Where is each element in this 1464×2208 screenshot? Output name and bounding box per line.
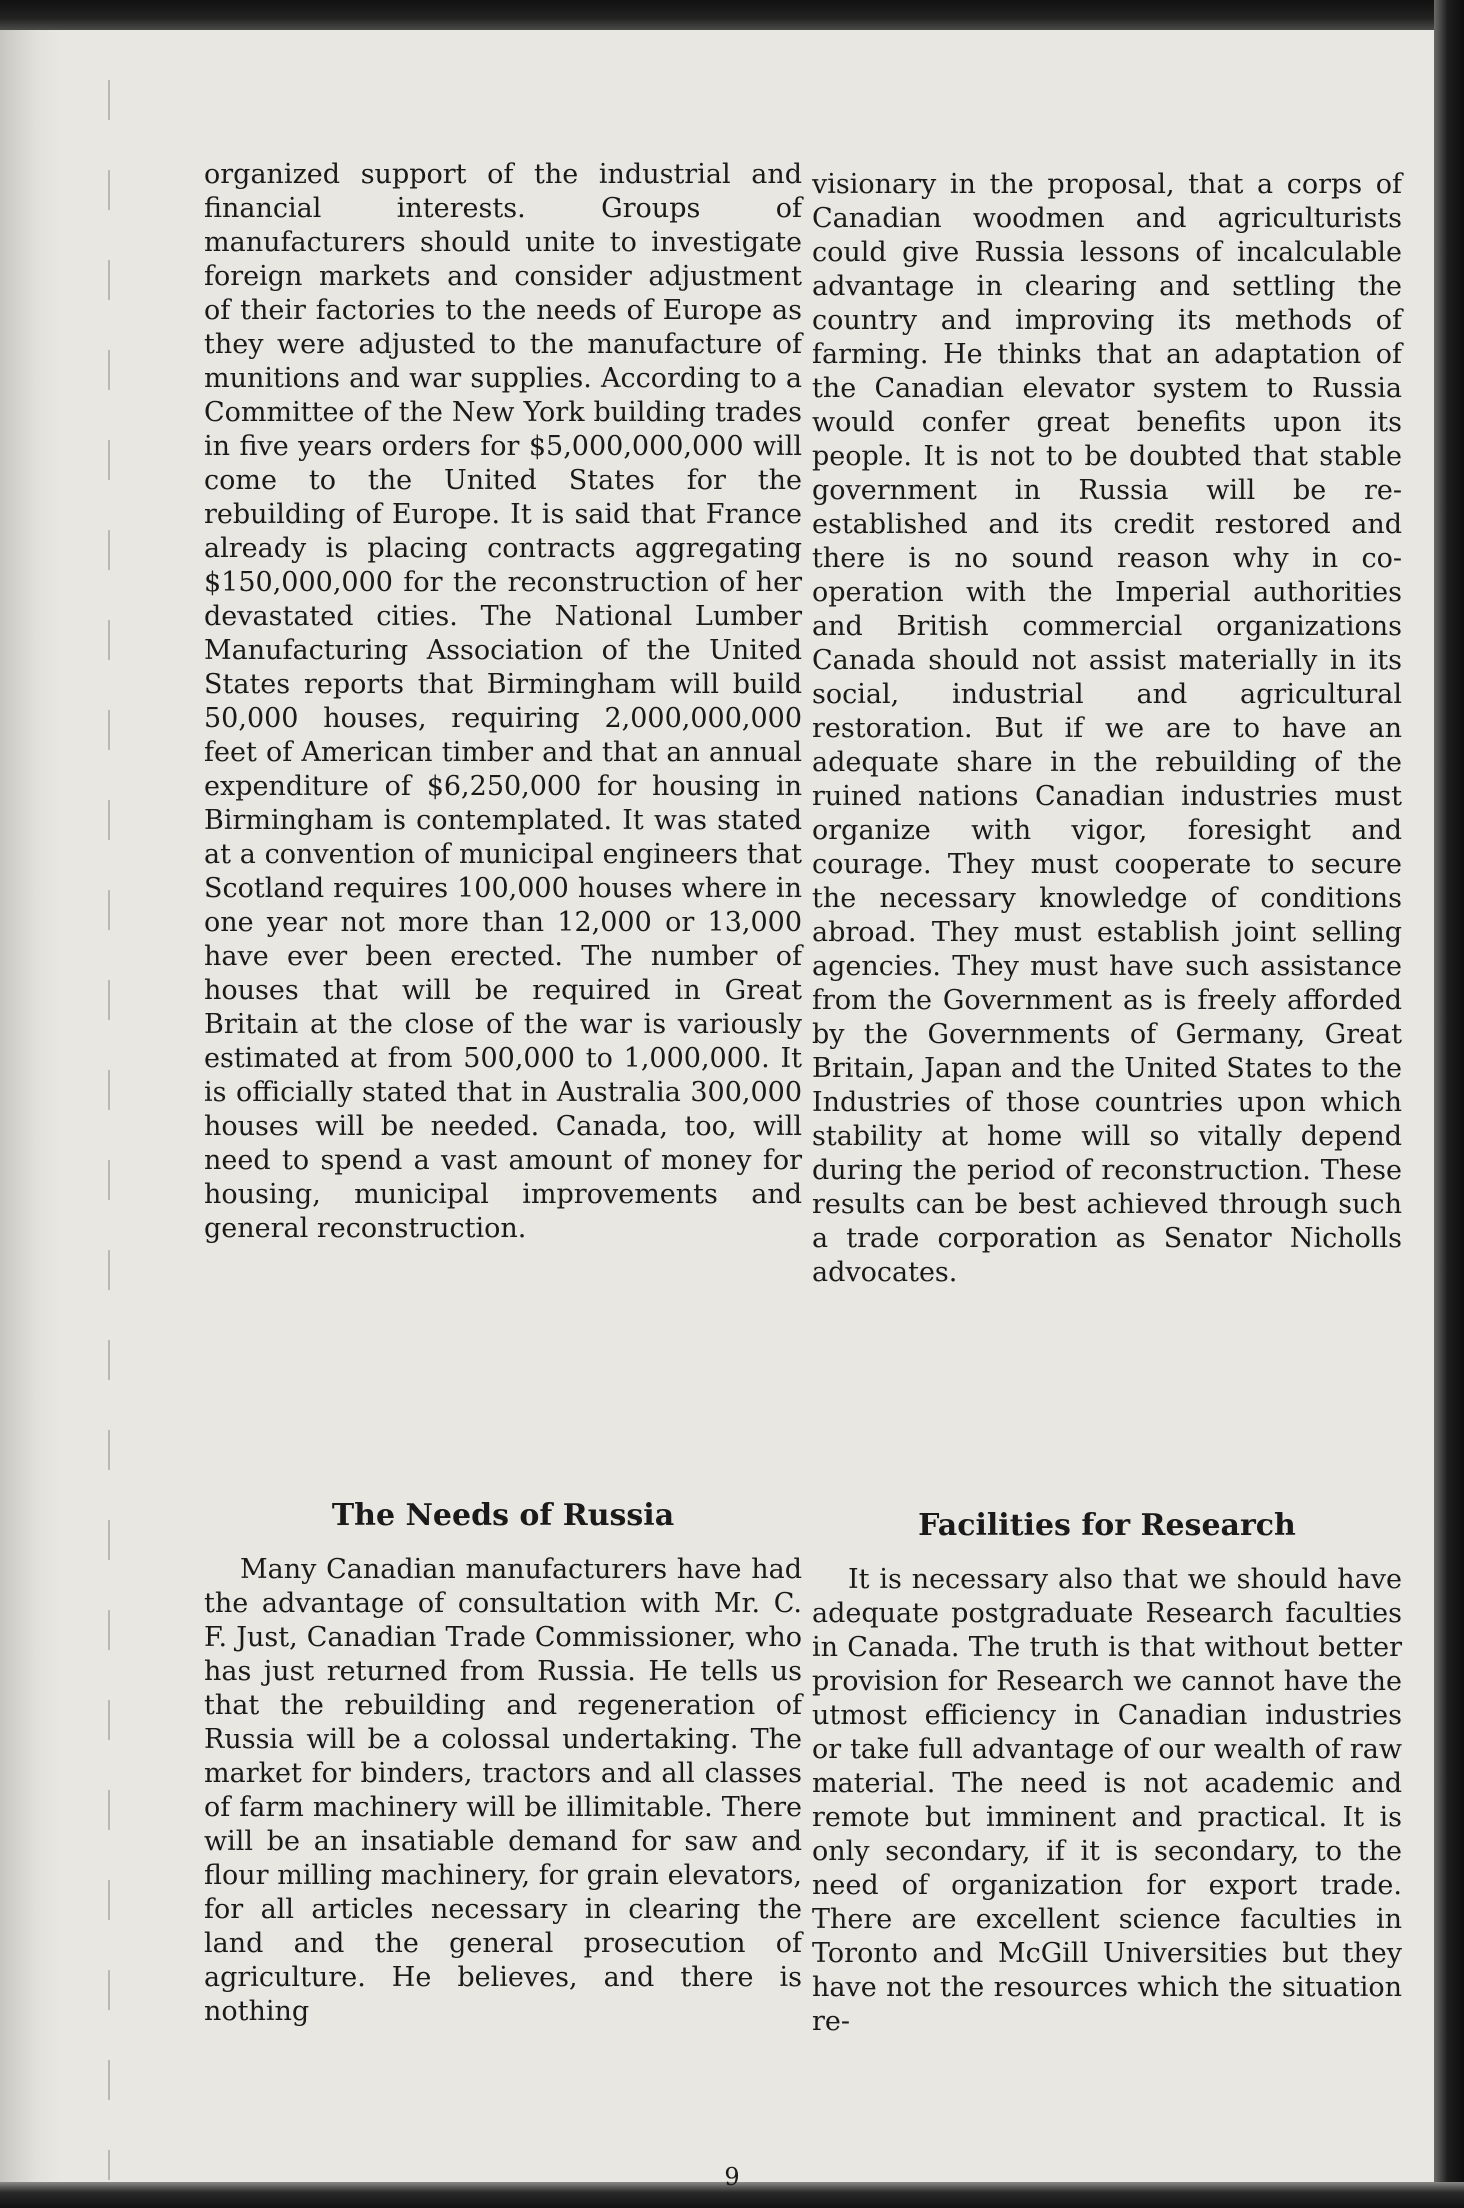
section-heading-facilities-for-research: Facilities for Research (918, 1508, 1296, 1543)
binding-fold-line (108, 80, 110, 2180)
page-number: 9 (724, 2163, 740, 2191)
needs-of-russia-paragraph: Many Canadian manufacturers have had the advantage of consultation with Mr. C. F. Just, Canadian Trade Commissioner, who has just returned from Russia. He tells us that the rebuilding and regeneration of Russia will be a colossal undertaking. The market for binders, tractors and all classes of farm machinery will be illimitable. There will be an insatiable demand for saw and flour milling machinery, for grain elevators, for all articles necessary in clearing the land and the general prosecution of agriculture. He believes, and there is nothing (204, 1554, 802, 2027)
left-column-continued-paragraph: organized support of the industrial and financial interests. Groups of manufacturers should unite to investigate foreign markets and consider adjustment of their factories to the needs of Europe as they were adjusted to the manufacture of munitions and war supplies. According to a Committee of the New York building trades in five years orders for $5,000,000,000 will come to the United States for the rebuilding of Europe. It is said that France already is placing contracts aggregating $150,000,000 for the reconstruction of her devastated cities. The National Lumber Manufacturing Association of the United States reports that Birmingham will build 50,000 houses, requiring 2,000,000,000 feet of American timber and that an annual expenditure of $6,250,000 for housing in Birmingham is contemplated. It was stated at a convention of municipal engineers that Scotland requires 100,000 houses where in one year not more than 12,000 or 13,000 have ever been erected. The number of houses that will be required in Great Britain at the close of the war is variously estimated at from 500,000 to 1,000,000. It is officially stated that in Australia 300,000 houses will be needed. Canada, too, will need to spend a vast amount of money for housing, municipal improvements and general reconstruction. (204, 159, 802, 1244)
facilities-for-research-section (812, 1563, 1402, 2039)
section-heading-needs-of-russia: The Needs of Russia (331, 1498, 675, 1533)
right-column-continued-paragraph: visionary in the proposal, that a corps of Canadian woodmen and agriculturists could give Russia lessons of incalculable advantage in clearing and settling the country and improving its methods of farming. He thinks that an adaptation of the Canadian elevator system to Russia would confer great benefits upon its people. It is not to be doubted that stable government in Russia will be re-established and its credit restored and there is no sound reason why in co-operation with the Imperial authorities and British commercial organizations Canada should not assist materially in its social, industrial and agricultural restoration. But if we are to have an adequate share in the rebuilding of the ruined nations Canadian industries must organize with vigor, foresight and courage. They must cooperate to secure the necessary knowledge of conditions abroad. They must establish joint selling agencies. They must have such assistance from the Government as is freely afforded by the Governments of Germany, Great Britain, Japan and the United States to the Industries of those countries upon which stability at home will so vitally depend during the period of reconstruction. These results can be best achieved through such a trade corporation as Senator Nicholls advocates. (812, 169, 1402, 1288)
needs-of-russia-section (204, 1553, 802, 2029)
scan-border-top (0, 0, 1464, 30)
right-column (812, 168, 1402, 1290)
facilities-for-research-paragraph: It is necessary also that we should have adequate postgraduate Research faculties in Canada. The truth is that without better provision for Research we cannot have the utmost efficiency in Canadian industries or take full advantage of our wealth of raw material. The need is not academic and remote but imminent and practical. It is only secondary, if it is secondary, to the need of organization for export trade. There are excellent science faculties in Toronto and McGill Universities but they have not the resources which the situation re- (812, 1564, 1402, 2037)
page-edge-shadow (0, 30, 60, 2182)
scan-border-right (1434, 0, 1464, 2208)
left-column (204, 158, 802, 1246)
